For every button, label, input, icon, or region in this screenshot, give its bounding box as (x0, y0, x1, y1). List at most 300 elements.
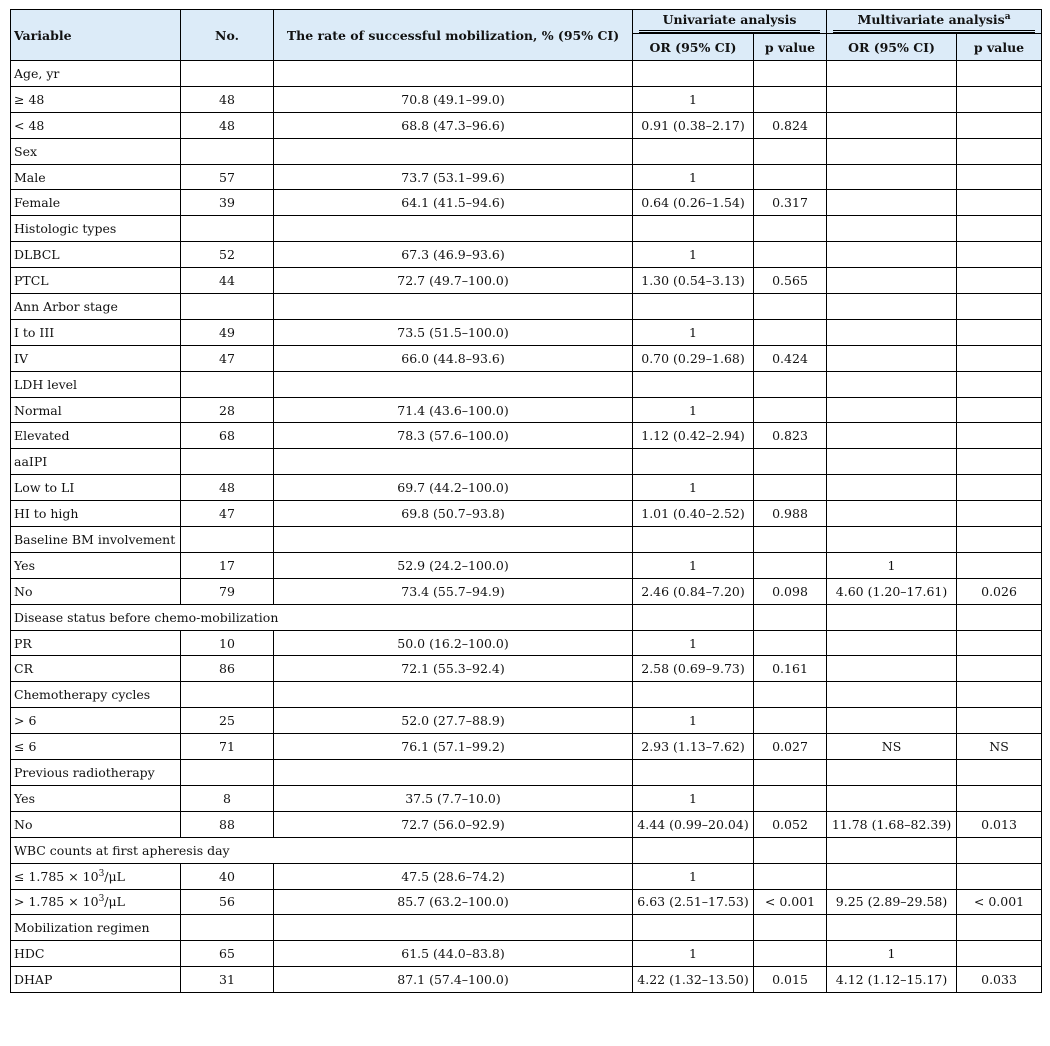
empty-cell (181, 527, 274, 553)
univariate-p-cell: 0.317 (754, 190, 827, 216)
rate-cell: 68.8 (47.3–96.6) (274, 112, 633, 138)
variable-label: Elevated (14, 428, 70, 444)
rate-cell: 78.3 (57.6–100.0) (274, 423, 633, 449)
table-row (11, 112, 1042, 138)
variable-label: ≤ 1.785 × 10 (14, 868, 99, 884)
multivariate-p-cell (957, 656, 1042, 682)
table-row (11, 86, 1042, 112)
variable-label: Yes (14, 790, 35, 806)
empty-cell (754, 604, 827, 630)
empty-cell (827, 449, 957, 475)
empty-cell (181, 138, 274, 164)
empty-cell (633, 915, 754, 941)
rate-cell: 76.1 (57.1–99.2) (274, 734, 633, 760)
variable-cell (11, 578, 181, 604)
header-rate: The rate of successful mobilization, % (95% CI) (274, 10, 633, 61)
univariate-or-cell: 1.12 (0.42–2.94) (633, 423, 754, 449)
empty-cell (827, 837, 957, 863)
multivariate-p-cell: 0.033 (957, 967, 1042, 993)
count-cell: 39 (181, 190, 274, 216)
variable-cell (11, 164, 181, 190)
variable-label: CR (14, 661, 33, 677)
table-row (11, 164, 1042, 190)
section-label: Baseline BM involvement (11, 527, 181, 553)
empty-cell (633, 449, 754, 475)
multivariate-or-cell (827, 708, 957, 734)
univariate-p-cell: 0.565 (754, 268, 827, 294)
section-label: Ann Arbor stage (11, 294, 181, 320)
variable-label: Male (14, 169, 46, 185)
variable-label: HDC (14, 946, 45, 962)
table-row (11, 734, 1042, 760)
variable-cell (11, 630, 181, 656)
variable-unit: /μL (104, 894, 125, 910)
multivariate-p-cell (957, 345, 1042, 371)
empty-cell (827, 138, 957, 164)
count-cell: 48 (181, 475, 274, 501)
header-multivariate-label: Multivariate analysis (857, 12, 1005, 27)
univariate-p-cell (754, 941, 827, 967)
section-label: Histologic types (11, 216, 181, 242)
univariate-p-cell: 0.098 (754, 578, 827, 604)
variable-cell (11, 112, 181, 138)
section-label: Mobilization regimen (11, 915, 181, 941)
univariate-or-cell: 4.44 (0.99–20.04) (633, 811, 754, 837)
multivariate-or-cell (827, 501, 957, 527)
header-multivariate-or: OR (95% CI) (827, 34, 957, 61)
univariate-or-cell: 2.93 (1.13–7.62) (633, 734, 754, 760)
rate-cell: 52.0 (27.7–88.9) (274, 708, 633, 734)
empty-cell (633, 604, 754, 630)
variable-cell (11, 941, 181, 967)
table-row (11, 501, 1042, 527)
multivariate-or-cell: 1 (827, 941, 957, 967)
count-cell: 48 (181, 112, 274, 138)
empty-cell (754, 915, 827, 941)
table-row (11, 811, 1042, 837)
variable-label: PR (14, 635, 32, 651)
multivariate-or-cell: NS (827, 734, 957, 760)
empty-cell (754, 837, 827, 863)
variable-label: Low to LI (14, 480, 75, 496)
variable-label: I to III (14, 324, 55, 340)
variable-label: No (14, 583, 33, 599)
variable-label: Female (14, 195, 61, 211)
empty-cell (827, 527, 957, 553)
variable-label: Normal (14, 402, 62, 418)
variable-label: DHAP (14, 972, 53, 988)
empty-cell (274, 527, 633, 553)
univariate-p-cell (754, 863, 827, 889)
count-cell: 47 (181, 501, 274, 527)
section-row (11, 604, 1042, 630)
univariate-or-cell: 1 (633, 630, 754, 656)
empty-cell (957, 449, 1042, 475)
empty-cell (633, 527, 754, 553)
rate-cell: 72.1 (55.3–92.4) (274, 656, 633, 682)
empty-cell (827, 61, 957, 87)
empty-cell (274, 915, 633, 941)
multivariate-p-cell: < 0.001 (957, 889, 1042, 915)
empty-cell (181, 760, 274, 786)
count-cell: 65 (181, 941, 274, 967)
empty-cell (957, 216, 1042, 242)
variable-cell (11, 811, 181, 837)
section-row (11, 216, 1042, 242)
univariate-or-cell: 0.64 (0.26–1.54) (633, 190, 754, 216)
variable-cell (11, 423, 181, 449)
empty-cell (754, 216, 827, 242)
table-row (11, 863, 1042, 889)
variable-cell (11, 475, 181, 501)
univariate-or-cell: 1 (633, 319, 754, 345)
section-label: aaIPI (11, 449, 181, 475)
multivariate-or-cell: 1 (827, 552, 957, 578)
section-label: Chemotherapy cycles (11, 682, 181, 708)
empty-cell (274, 138, 633, 164)
count-cell: 28 (181, 397, 274, 423)
empty-cell (957, 604, 1042, 630)
univariate-or-cell: 1.30 (0.54–3.13) (633, 268, 754, 294)
variable-exponent: 3 (98, 894, 105, 905)
count-cell: 49 (181, 319, 274, 345)
univariate-p-cell (754, 630, 827, 656)
multivariate-or-cell: 11.78 (1.68–82.39) (827, 811, 957, 837)
empty-cell (754, 138, 827, 164)
empty-cell (274, 371, 633, 397)
table-row (11, 242, 1042, 268)
table-row (11, 785, 1042, 811)
rate-cell: 85.7 (63.2–100.0) (274, 889, 633, 915)
empty-cell (181, 449, 274, 475)
empty-cell (827, 371, 957, 397)
table-row (11, 708, 1042, 734)
empty-cell (754, 61, 827, 87)
header-univariate-p: p value (754, 34, 827, 61)
empty-cell (957, 527, 1042, 553)
empty-cell (181, 371, 274, 397)
empty-cell (274, 760, 633, 786)
empty-cell (957, 760, 1042, 786)
count-cell: 68 (181, 423, 274, 449)
header-multivariate-footnote: a (1004, 11, 1011, 22)
section-label: Age, yr (11, 61, 181, 87)
table-row (11, 345, 1042, 371)
table-row (11, 552, 1042, 578)
variable-label: PTCL (14, 273, 49, 289)
variable-cell (11, 863, 181, 889)
multivariate-or-cell (827, 630, 957, 656)
univariate-or-cell: 2.58 (0.69–9.73) (633, 656, 754, 682)
multivariate-p-cell (957, 785, 1042, 811)
section-row (11, 61, 1042, 87)
header-no: No. (181, 10, 274, 61)
variable-label: HI to high (14, 506, 79, 522)
header-multivariate (827, 10, 1042, 34)
empty-cell (957, 915, 1042, 941)
multivariate-or-cell (827, 242, 957, 268)
rate-cell: 73.5 (51.5–100.0) (274, 319, 633, 345)
rate-cell: 72.7 (56.0–92.9) (274, 811, 633, 837)
univariate-p-cell: 0.424 (754, 345, 827, 371)
univariate-p-cell (754, 164, 827, 190)
variable-cell (11, 656, 181, 682)
univariate-p-cell: 0.161 (754, 656, 827, 682)
empty-cell (754, 449, 827, 475)
univariate-or-cell: 4.22 (1.32–13.50) (633, 967, 754, 993)
empty-cell (274, 216, 633, 242)
section-row (11, 449, 1042, 475)
header-univariate-label: Univariate analysis (639, 12, 820, 33)
univariate-p-cell (754, 86, 827, 112)
table-row (11, 397, 1042, 423)
univariate-or-cell: 1 (633, 552, 754, 578)
table-row (11, 967, 1042, 993)
empty-cell (827, 216, 957, 242)
empty-cell (827, 682, 957, 708)
univariate-or-cell: 0.70 (0.29–1.68) (633, 345, 754, 371)
variable-unit: /μL (104, 868, 125, 884)
multivariate-p-cell (957, 501, 1042, 527)
variable-label: IV (14, 350, 28, 366)
univariate-p-cell (754, 242, 827, 268)
empty-cell (274, 449, 633, 475)
univariate-or-cell: 1 (633, 86, 754, 112)
empty-cell (633, 61, 754, 87)
section-label: Disease status before chemo-mobilization (11, 604, 633, 630)
header-variable: Variable (11, 10, 181, 61)
count-cell: 47 (181, 345, 274, 371)
variable-cell (11, 889, 181, 915)
rate-cell: 73.7 (53.1–99.6) (274, 164, 633, 190)
univariate-p-cell: 0.823 (754, 423, 827, 449)
variable-label: No (14, 816, 33, 832)
count-cell: 25 (181, 708, 274, 734)
univariate-p-cell (754, 552, 827, 578)
empty-cell (754, 294, 827, 320)
variable-exponent: 3 (98, 868, 105, 879)
univariate-or-cell: 1 (633, 708, 754, 734)
rate-cell: 69.8 (50.7–93.8) (274, 501, 633, 527)
variable-cell (11, 552, 181, 578)
empty-cell (957, 837, 1042, 863)
count-cell: 52 (181, 242, 274, 268)
variable-cell (11, 967, 181, 993)
univariate-p-cell: 0.052 (754, 811, 827, 837)
count-cell: 86 (181, 656, 274, 682)
multivariate-p-cell: NS (957, 734, 1042, 760)
multivariate-or-cell (827, 164, 957, 190)
variable-cell (11, 785, 181, 811)
variable-cell (11, 190, 181, 216)
empty-cell (827, 915, 957, 941)
multivariate-or-cell (827, 785, 957, 811)
rate-cell: 50.0 (16.2–100.0) (274, 630, 633, 656)
empty-cell (181, 294, 274, 320)
table-body (11, 61, 1042, 993)
variable-cell (11, 345, 181, 371)
count-cell: 56 (181, 889, 274, 915)
multivariate-or-cell (827, 112, 957, 138)
count-cell: 8 (181, 785, 274, 811)
multivariate-p-cell (957, 423, 1042, 449)
variable-label: > 6 (14, 713, 37, 729)
multivariate-or-cell (827, 475, 957, 501)
multivariate-p-cell (957, 268, 1042, 294)
empty-cell (633, 294, 754, 320)
empty-cell (957, 138, 1042, 164)
count-cell: 57 (181, 164, 274, 190)
variable-label: DLBCL (14, 247, 60, 263)
multivariate-or-cell: 4.12 (1.12–15.17) (827, 967, 957, 993)
empty-cell (633, 216, 754, 242)
univariate-p-cell: 0.824 (754, 112, 827, 138)
variable-cell (11, 242, 181, 268)
empty-cell (827, 760, 957, 786)
section-row (11, 527, 1042, 553)
section-label: LDH level (11, 371, 181, 397)
rate-cell: 64.1 (41.5–94.6) (274, 190, 633, 216)
count-cell: 10 (181, 630, 274, 656)
empty-cell (633, 138, 754, 164)
empty-cell (957, 682, 1042, 708)
univariate-p-cell (754, 397, 827, 423)
univariate-or-cell: 1 (633, 164, 754, 190)
empty-cell (957, 61, 1042, 87)
rate-cell: 71.4 (43.6–100.0) (274, 397, 633, 423)
section-label: Sex (11, 138, 181, 164)
table-header (11, 10, 1042, 61)
table-row (11, 190, 1042, 216)
header-multivariate-p: p value (957, 34, 1042, 61)
rate-cell: 61.5 (44.0–83.8) (274, 941, 633, 967)
multivariate-p-cell (957, 242, 1042, 268)
variable-cell (11, 397, 181, 423)
multivariate-p-cell: 0.013 (957, 811, 1042, 837)
rate-cell: 73.4 (55.7–94.9) (274, 578, 633, 604)
section-row (11, 760, 1042, 786)
rate-cell: 47.5 (28.6–74.2) (274, 863, 633, 889)
multivariate-p-cell (957, 190, 1042, 216)
univariate-or-cell: 6.63 (2.51–17.53) (633, 889, 754, 915)
count-cell: 31 (181, 967, 274, 993)
table-row (11, 656, 1042, 682)
variable-label: > 1.785 × 10 (14, 894, 99, 910)
multivariate-p-cell (957, 397, 1042, 423)
table-row (11, 423, 1042, 449)
count-cell: 79 (181, 578, 274, 604)
multivariate-p-cell (957, 112, 1042, 138)
empty-cell (957, 294, 1042, 320)
empty-cell (633, 760, 754, 786)
section-label: WBC counts at first apheresis day (11, 837, 633, 863)
empty-cell (274, 61, 633, 87)
multivariate-p-cell (957, 475, 1042, 501)
multivariate-p-cell (957, 552, 1042, 578)
rate-cell: 52.9 (24.2–100.0) (274, 552, 633, 578)
variable-cell (11, 319, 181, 345)
multivariate-p-cell (957, 863, 1042, 889)
section-row (11, 294, 1042, 320)
univariate-or-cell: 0.91 (0.38–2.17) (633, 112, 754, 138)
univariate-p-cell (754, 475, 827, 501)
table-row (11, 889, 1042, 915)
empty-cell (754, 527, 827, 553)
univariate-p-cell: 0.027 (754, 734, 827, 760)
univariate-or-cell: 1 (633, 242, 754, 268)
rate-cell: 72.7 (49.7–100.0) (274, 268, 633, 294)
multivariate-p-cell (957, 164, 1042, 190)
multivariate-p-cell (957, 630, 1042, 656)
empty-cell (633, 682, 754, 708)
rate-cell: 66.0 (44.8–93.6) (274, 345, 633, 371)
count-cell: 48 (181, 86, 274, 112)
multivariate-p-cell (957, 86, 1042, 112)
univariate-or-cell: 1 (633, 941, 754, 967)
multivariate-or-cell (827, 190, 957, 216)
rate-cell: 69.7 (44.2–100.0) (274, 475, 633, 501)
variable-cell (11, 86, 181, 112)
univariate-or-cell: 2.46 (0.84–7.20) (633, 578, 754, 604)
table-row (11, 475, 1042, 501)
univariate-p-cell: 0.988 (754, 501, 827, 527)
empty-cell (633, 371, 754, 397)
empty-cell (181, 216, 274, 242)
univariate-p-cell (754, 785, 827, 811)
multivariate-or-cell (827, 268, 957, 294)
univariate-or-cell: 1 (633, 397, 754, 423)
section-label: Previous radiotherapy (11, 760, 181, 786)
multivariate-or-cell (827, 86, 957, 112)
rate-cell: 70.8 (49.1–99.0) (274, 86, 633, 112)
variable-label: Yes (14, 557, 35, 573)
header-multivariate-wrap (833, 12, 1035, 33)
multivariate-or-cell (827, 656, 957, 682)
empty-cell (274, 682, 633, 708)
empty-cell (274, 294, 633, 320)
multivariate-or-cell (827, 863, 957, 889)
variable-cell (11, 268, 181, 294)
univariate-or-cell: 1 (633, 785, 754, 811)
count-cell: 17 (181, 552, 274, 578)
empty-cell (181, 682, 274, 708)
univariate-p-cell (754, 708, 827, 734)
section-row (11, 138, 1042, 164)
count-cell: 40 (181, 863, 274, 889)
univariate-or-cell: 1 (633, 475, 754, 501)
section-row (11, 371, 1042, 397)
rate-cell: 87.1 (57.4–100.0) (274, 967, 633, 993)
count-cell: 44 (181, 268, 274, 294)
multivariate-p-cell (957, 941, 1042, 967)
empty-cell (633, 837, 754, 863)
results-table (10, 9, 1042, 993)
section-row (11, 837, 1042, 863)
section-row (11, 915, 1042, 941)
variable-label: ≥ 48 (14, 91, 45, 107)
empty-cell (181, 915, 274, 941)
multivariate-or-cell: 4.60 (1.20–17.61) (827, 578, 957, 604)
univariate-or-cell: 1 (633, 863, 754, 889)
empty-cell (827, 604, 957, 630)
table-row (11, 941, 1042, 967)
empty-cell (754, 682, 827, 708)
variable-cell (11, 734, 181, 760)
table-row (11, 578, 1042, 604)
section-row (11, 682, 1042, 708)
rate-cell: 67.3 (46.9–93.6) (274, 242, 633, 268)
multivariate-p-cell (957, 319, 1042, 345)
